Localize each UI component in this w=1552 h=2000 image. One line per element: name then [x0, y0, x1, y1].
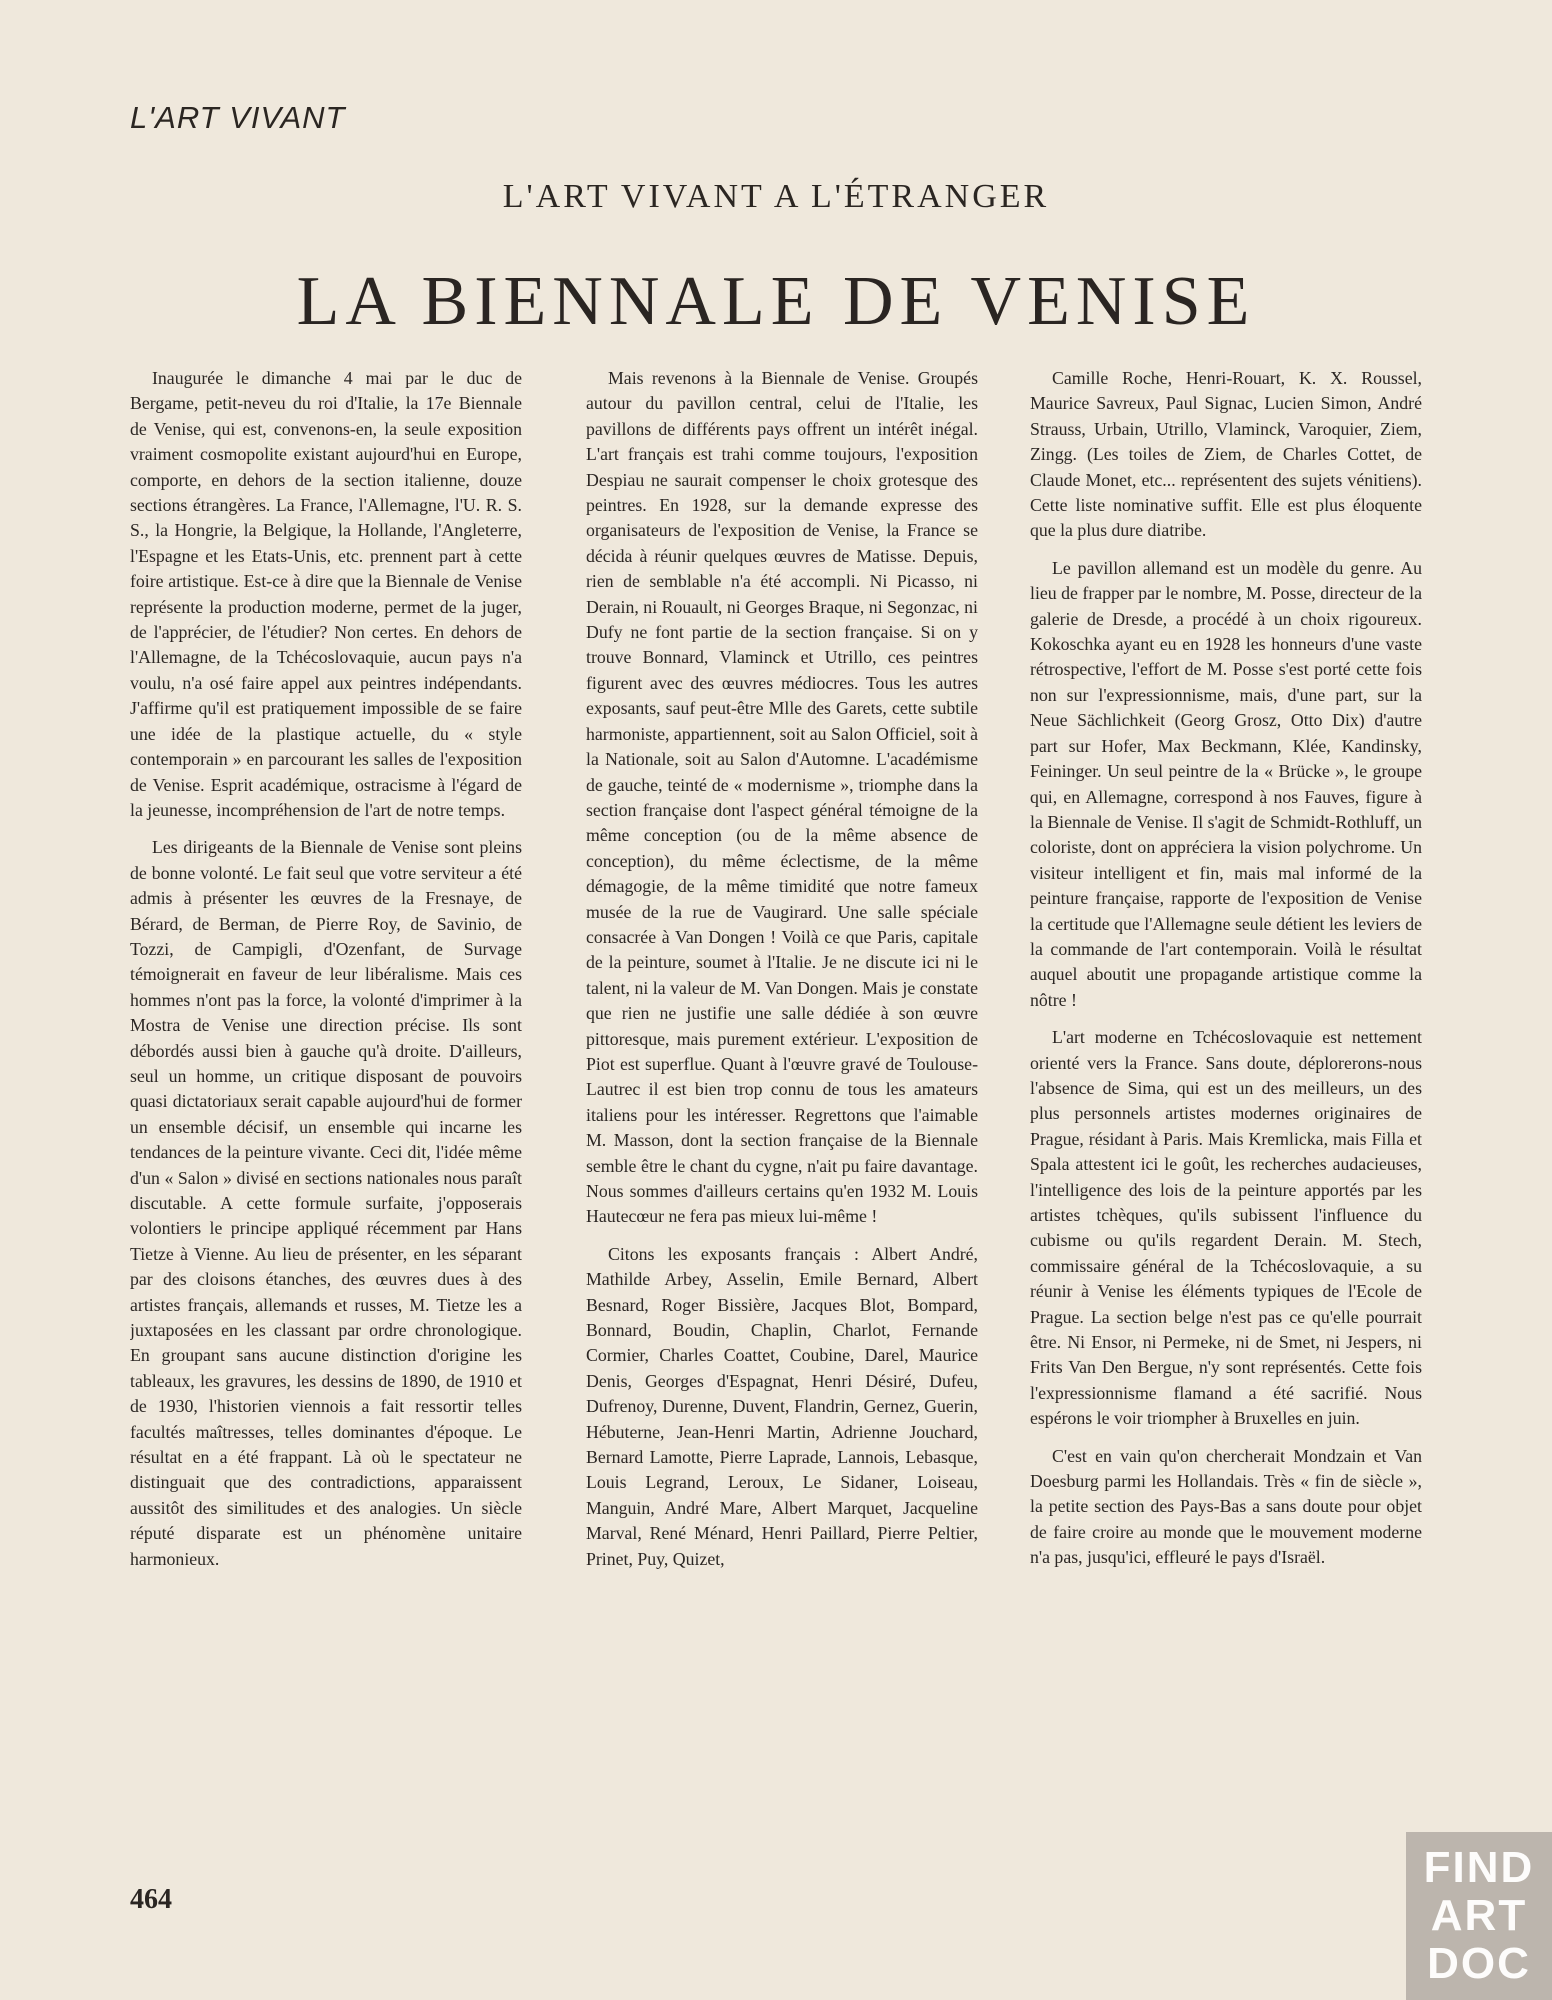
paragraph: Mais revenons à la Biennale de Venise. Groupés autour du pavillon central, celui de l'Italie, les pavillons de différents pays offrent un intérêt inégal. L'art français est trahi comme toujours, l'exposition Despiau ne saurait compenser le choix grotesque des peintres. En 1928, sur la demande expresse des organisateurs de l'exposition de Venise, la France se décida à réunir quelques œuvres de Matisse. Depuis, rien de semblable n'a été accompli. Ni Picasso, ni Derain, ni Rouault, ni Georges Braque, ni Segonzac, ni Dufy ne font partie de la section française. Si on y trouve Bonnard, Vlaminck et Utrillo, ces peintres figurent avec des œuvres médiocres. Tous les autres exposants, sauf peut-être Mlle des Garets, cette subtile harmoniste, appartiennent, soit au Salon Officiel, soit à la Nationale, soit au Salon d'Automne. L'académisme de gauche, teinté de « modernisme », triomphe dans la section française dont l'aspect général témoigne de la même conception (ou de la même absence de conception), du même éclectisme, de la même démagogie, de la même timidité que notre fameux musée de la rue de Vaugirard. Une salle spéciale consacrée à Van Dongen ! Voilà ce que Paris, capitale de la peinture, soumet à l'Italie. Je ne discute ici ni le talent, ni la valeur de M. Van Dongen. Mais je constate que rien ne justifie une salle dédiée à son œuvre pittoresque, mais purement extérieur. L'exposition de Piot est superflue. Quant à l'œuvre gravé de Toulouse-Lautrec il est bien trop connu de tous les amateurs italiens pour les intéresser. Regrettons que l'aimable M. Masson, dont la section française de la Biennale semble être le chant du cygne, n'ait pu faire davantage. Nous sommes d'ailleurs certains qu'en 1932 M. Louis Hautecœur ne fera pas mieux lui-même ! — [586, 368, 978, 1227]
paragraph: C'est en vain qu'on chercherait Mondzain et Van Doesburg parmi les Hollandais. Très « fin de siècle », la petite section des Pays-Bas a sans doute pour objet de faire croire au monde que le mouvement moderne n'a pas, jusqu'ici, effleuré le pays d'Israël. — [1030, 1445, 1422, 1568]
paragraph: Camille Roche, Henri-Rouart, K. X. Roussel, Maurice Savreux, Paul Signac, Lucien Simon, André Strauss, Urbain, Utrillo, Vlaminck, Varoquier, Ziem, Zingg. (Les toiles de Ziem, de Charles Cottet, de Claude Monet, etc... représentent des sujets vénitiens). Cette liste nominative suffit. Elle est plus éloquente que la plus dure diatribe. — [1030, 368, 1422, 541]
text-column-1 — [130, 366, 522, 1886]
text-column-3 — [1030, 366, 1422, 1886]
paragraph: L'art moderne en Tchécoslovaquie est nettement orienté vers la France. Sans doute, déplorerons-nous l'absence de Sima, qui est un des meilleurs, un des plus personnels artistes modernes originaires de Prague, résidant à Paris. Mais Kremlicka, mais Filla et Spala attestent ici le goût, les recherches audacieuses, l'intelligence des lois de la peinture apportés par les artistes tchèques, qu'ils subissent l'influence du cubisme ou qu'ils regardent Derain. M. Stech, commissaire général de la Tchécoslovaquie, a su réunir à Venise les éléments typiques de l'Ecole de Prague. La section belge n'est pas ce qu'elle pourrait être. Ni Ensor, ni Permeke, ni de Smet, ni Jespers, ni Frits Van Den Bergue, n'y sont représentés. Cette fois l'expressionnisme flamand a été sacrifié. Nous espérons le voir triompher à Bruxelles en juin. — [1030, 1027, 1422, 1429]
watermark-line: ART — [1430, 1891, 1528, 1940]
paragraph: Les dirigeants de la Biennale de Venise sont pleins de bonne volonté. Le fait seul que votre serviteur a été admis à présenter les œuvres de la Fresnaye, de Bérard, de Berman, de Pierre Roy, de Savinio, de Tozzi, de Campigli, d'Ozenfant, de Survage témoignerait en faveur de leur libéralisme. Mais ces hommes n'ont pas la force, la volonté d'imprimer à la Mostra de Venise une direction précise. Ils sont débordés aussi bien à gauche qu'à droite. D'ailleurs, seul un homme, un critique disposant de pouvoirs quasi dictatoriaux serait capable aujourd'hui de former un ensemble décisif, un ensemble qui incarne les tendances de la peinture vivante. Ceci dit, l'idée même d'un « Salon » divisé en sections nationales nous paraît discutable. A cette formule surfaite, j'opposerais volontiers le principe appliqué récemment par Hans Tietze à Vienne. Au lieu de présenter, en les séparant par des cloisons étanches, des œuvres dues à des artistes français, allemands et russes, M. Tietze les a juxtaposées en les classant par ordre chronologique. En groupant sans aucune distinction d'origine les tableaux, les gravures, les dessins de 1890, de 1910 et de 1930, l'historien viennois a fait ressortir telles facultés maîtresses, telles dominantes d'époque. Le résultat en a été frappant. Là où le spectateur ne distinguait que des contradictions, apparaissent aussitôt des similitudes et des analogies. Un siècle réputé disparate est un phénomène unitaire harmonieux. — [130, 837, 522, 1569]
text-column-2 — [586, 366, 978, 1886]
running-head: L'ART VIVANT — [130, 100, 346, 135]
page-number: 464 — [130, 1884, 172, 1915]
paragraph: Citons les exposants français : Albert André, Mathilde Arbey, Asselin, Emile Bernard, Albert Besnard, Roger Bissière, Jacques Blot, Bompard, Bonnard, Boudin, Chaplin, Charlot, Fernande Cormier, Charles Coattet, Coubine, Darel, Maurice Denis, Georges d'Espagnat, Henri Désiré, Dufeu, Dufrenoy, Durenne, Duvent, Flandrin, Gernez, Guerin, Hébuterne, Jean-Henri Martin, Adrienne Jouchard, Bernard Lamotte, Pierre Laprade, Lannois, Lebasque, Louis Legrand, Leroux, Le Sidaner, Loiseau, Manguin, André Mare, Albert Marquet, Jacqueline Marval, René Ménard, Henri Paillard, Pierre Peltier, Prinet, Puy, Quizet, — [586, 1243, 978, 1569]
watermark-line: DOC — [1427, 1939, 1531, 1988]
paragraph: Le pavillon allemand est un modèle du genre. Au lieu de frapper par le nombre, M. Posse, directeur de la galerie de Dresde, a procédé à un choix rigoureux. Kokoschka ayant eu en 1928 les honneurs d'une vaste rétrospective, l'effort de M. Posse s'est porté cette fois non sur l'expressionnisme, mais, d'une part, sur la Neue Sächlichkeit (Georg Grosz, Otto Dix) d'autre part sur Hofer, Max Beckmann, Klée, Kandinsky, Feininger. Un seul peintre de la « Brücke », le groupe qui, en Allemagne, correspond à nos Fauves, figure à la Biennale de Venise. Il s'agit de Schmidt-Rothluff, un coloriste, dont on appréciera la vision polychrome. Un visiteur intelligent et fin, mais mal informé de la peinture française, rapporte de l'exposition de Venise la certitude que l'Allemagne seule détient les leviers de la commande de l'art contemporain. Voilà le résultat auquel aboutit une propagande artistique comme la nôtre ! — [1030, 557, 1422, 1010]
section-kicker: L'ART VIVANT A L'ÉTRANGER — [502, 178, 1050, 215]
watermark-line: FIND — [1423, 1843, 1535, 1892]
watermark-logo — [1406, 1832, 1552, 2000]
article-title: LA BIENNALE DE VENISE — [296, 263, 1256, 340]
paragraph: Inaugurée le dimanche 4 mai par le duc de Bergame, petit-neveu du roi d'Italie, la 17e Biennale de Venise, qui est, convenons-en, la seule exposition vraiment cosmopolite existant aujourd'hui en Europe, comporte, en dehors de la section italienne, douze sections étrangères. La France, l'Allemagne, l'U. R. S. S., la Hongrie, la Belgique, la Hollande, l'Angleterre, l'Espagne et les Etats-Unis, etc. prennent part à cette foire artistique. Est-ce à dire que la Biennale de Venise représente la production moderne, permet de la juger, de l'apprécier, de l'étudier? Non certes. En dehors de l'Allemagne, de la Tchécoslovaquie, aucun pays n'a voulu, n'a osé faire appel aux peintres indépendants. J'affirme qu'il est pratiquement impossible de se faire une idée de la plastique actuelle, du « style contemporain » en parcourant les salles de l'exposition de Venise. Esprit académique, ostracisme à l'égard de la jeunesse, incompréhension de l'art de notre temps. — [130, 368, 522, 820]
